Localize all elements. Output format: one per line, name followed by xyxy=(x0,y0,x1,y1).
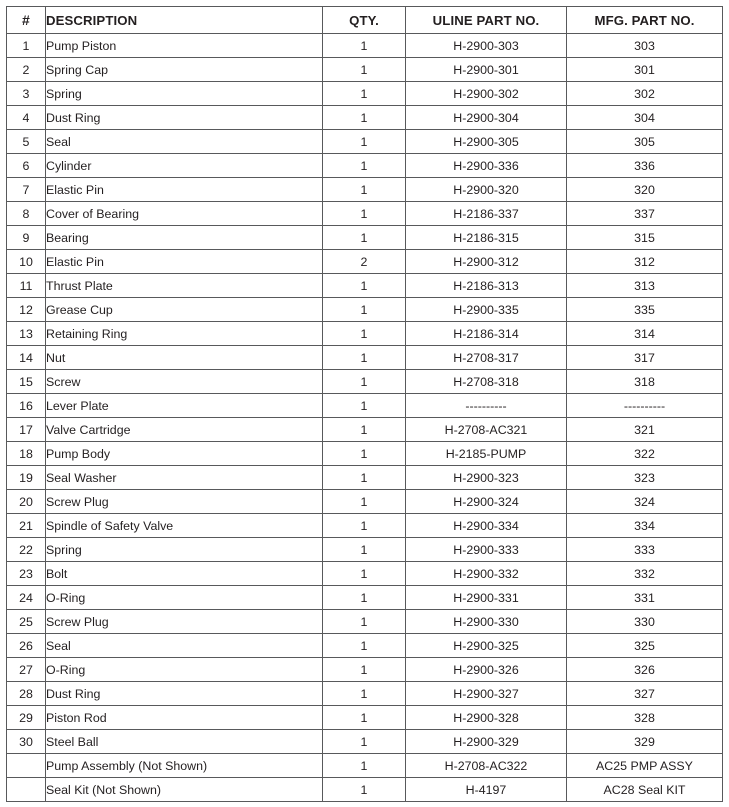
cell-item-number: 15 xyxy=(7,370,46,394)
cell-item-number: 26 xyxy=(7,634,46,658)
column-header-qty: QTY. xyxy=(323,7,406,34)
table-row xyxy=(7,82,723,106)
cell-qty: 1 xyxy=(323,154,406,178)
cell-uline-part-no: H-2900-327 xyxy=(406,682,567,706)
cell-qty: 1 xyxy=(323,58,406,82)
column-header-uline-part-no: ULINE PART NO. xyxy=(406,7,567,34)
cell-qty: 1 xyxy=(323,178,406,202)
cell-description: Cover of Bearing xyxy=(46,202,323,226)
cell-uline-part-no: H-2900-335 xyxy=(406,298,567,322)
cell-description: Bearing xyxy=(46,226,323,250)
column-header-description: DESCRIPTION xyxy=(46,7,323,34)
cell-mfg-part-no: 318 xyxy=(567,370,723,394)
cell-item-number: 5 xyxy=(7,130,46,154)
cell-uline-part-no: H-2900-332 xyxy=(406,562,567,586)
cell-mfg-part-no: 330 xyxy=(567,610,723,634)
cell-qty: 1 xyxy=(323,754,406,778)
cell-qty: 1 xyxy=(323,130,406,154)
cell-uline-part-no: H-2900-324 xyxy=(406,490,567,514)
cell-item-number: 2 xyxy=(7,58,46,82)
cell-qty: 1 xyxy=(323,202,406,226)
table-row xyxy=(7,466,723,490)
cell-description: Screw Plug xyxy=(46,610,323,634)
cell-mfg-part-no: 329 xyxy=(567,730,723,754)
cell-mfg-part-no: 320 xyxy=(567,178,723,202)
cell-description: Spring Cap xyxy=(46,58,323,82)
table-row xyxy=(7,586,723,610)
table-row xyxy=(7,322,723,346)
cell-qty: 1 xyxy=(323,514,406,538)
cell-mfg-part-no: 325 xyxy=(567,634,723,658)
cell-mfg-part-no: 304 xyxy=(567,106,723,130)
cell-qty: 1 xyxy=(323,682,406,706)
table-row xyxy=(7,130,723,154)
cell-mfg-part-no: 322 xyxy=(567,442,723,466)
cell-qty: 1 xyxy=(323,370,406,394)
cell-uline-part-no: H-2900-329 xyxy=(406,730,567,754)
cell-description: Seal xyxy=(46,130,323,154)
cell-uline-part-no: H-2900-334 xyxy=(406,514,567,538)
cell-mfg-part-no: 321 xyxy=(567,418,723,442)
table-row xyxy=(7,778,723,802)
cell-mfg-part-no: 324 xyxy=(567,490,723,514)
cell-description: Cylinder xyxy=(46,154,323,178)
cell-mfg-part-no: 328 xyxy=(567,706,723,730)
cell-uline-part-no: H-2186-313 xyxy=(406,274,567,298)
table-row xyxy=(7,634,723,658)
cell-description: Spring xyxy=(46,538,323,562)
cell-item-number: 9 xyxy=(7,226,46,250)
cell-uline-part-no: H-2900-333 xyxy=(406,538,567,562)
cell-qty: 1 xyxy=(323,346,406,370)
cell-qty: 1 xyxy=(323,586,406,610)
parts-list-table-container xyxy=(6,6,722,802)
cell-mfg-part-no: 317 xyxy=(567,346,723,370)
cell-description: Pump Body xyxy=(46,442,323,466)
table-row xyxy=(7,418,723,442)
cell-mfg-part-no: 313 xyxy=(567,274,723,298)
cell-mfg-part-no: 314 xyxy=(567,322,723,346)
cell-description: Piston Rod xyxy=(46,706,323,730)
cell-uline-part-no: H-2708-318 xyxy=(406,370,567,394)
table-row xyxy=(7,226,723,250)
cell-item-number: 6 xyxy=(7,154,46,178)
cell-qty: 1 xyxy=(323,418,406,442)
cell-mfg-part-no: 335 xyxy=(567,298,723,322)
column-header-number: # xyxy=(7,7,46,34)
cell-qty: 1 xyxy=(323,730,406,754)
cell-item-number: 11 xyxy=(7,274,46,298)
cell-item-number: 23 xyxy=(7,562,46,586)
cell-description: Valve Cartridge xyxy=(46,418,323,442)
cell-uline-part-no: H-4197 xyxy=(406,778,567,802)
cell-qty: 1 xyxy=(323,322,406,346)
cell-uline-part-no: H-2900-305 xyxy=(406,130,567,154)
cell-description: Spring xyxy=(46,82,323,106)
cell-uline-part-no: ---------- xyxy=(406,394,567,418)
cell-item-number: 17 xyxy=(7,418,46,442)
table-row xyxy=(7,34,723,58)
table-header-row xyxy=(7,7,723,34)
cell-item-number: 21 xyxy=(7,514,46,538)
cell-mfg-part-no: AC25 PMP ASSY xyxy=(567,754,723,778)
cell-mfg-part-no: 301 xyxy=(567,58,723,82)
cell-item-number: 22 xyxy=(7,538,46,562)
cell-description: O-Ring xyxy=(46,586,323,610)
cell-qty: 1 xyxy=(323,466,406,490)
cell-item-number: 25 xyxy=(7,610,46,634)
cell-item-number xyxy=(7,754,46,778)
cell-qty: 1 xyxy=(323,490,406,514)
cell-uline-part-no: H-2900-336 xyxy=(406,154,567,178)
cell-description: Elastic Pin xyxy=(46,178,323,202)
table-row xyxy=(7,538,723,562)
cell-qty: 1 xyxy=(323,226,406,250)
cell-description: Bolt xyxy=(46,562,323,586)
cell-description: Elastic Pin xyxy=(46,250,323,274)
cell-qty: 1 xyxy=(323,610,406,634)
table-row xyxy=(7,658,723,682)
table-row xyxy=(7,202,723,226)
cell-description: Lever Plate xyxy=(46,394,323,418)
table-row xyxy=(7,754,723,778)
table-row xyxy=(7,682,723,706)
cell-description: Retaining Ring xyxy=(46,322,323,346)
table-row xyxy=(7,154,723,178)
table-row xyxy=(7,562,723,586)
cell-uline-part-no: H-2186-314 xyxy=(406,322,567,346)
cell-uline-part-no: H-2186-315 xyxy=(406,226,567,250)
cell-mfg-part-no: 337 xyxy=(567,202,723,226)
cell-description: Dust Ring xyxy=(46,106,323,130)
cell-uline-part-no: H-2900-328 xyxy=(406,706,567,730)
cell-description: Pump Piston xyxy=(46,34,323,58)
cell-item-number: 1 xyxy=(7,34,46,58)
cell-qty: 1 xyxy=(323,298,406,322)
cell-description: Seal xyxy=(46,634,323,658)
cell-description: Seal Kit (Not Shown) xyxy=(46,778,323,802)
cell-mfg-part-no: 336 xyxy=(567,154,723,178)
cell-mfg-part-no: 305 xyxy=(567,130,723,154)
cell-mfg-part-no: 334 xyxy=(567,514,723,538)
cell-description: Screw xyxy=(46,370,323,394)
cell-qty: 1 xyxy=(323,106,406,130)
table-body xyxy=(7,34,723,802)
table-row xyxy=(7,106,723,130)
cell-description: Screw Plug xyxy=(46,490,323,514)
cell-item-number: 30 xyxy=(7,730,46,754)
cell-uline-part-no: H-2186-337 xyxy=(406,202,567,226)
cell-description: Seal Washer xyxy=(46,466,323,490)
cell-qty: 1 xyxy=(323,778,406,802)
cell-uline-part-no: H-2900-326 xyxy=(406,658,567,682)
cell-item-number: 4 xyxy=(7,106,46,130)
cell-qty: 1 xyxy=(323,706,406,730)
cell-uline-part-no: H-2185-PUMP xyxy=(406,442,567,466)
cell-mfg-part-no: 312 xyxy=(567,250,723,274)
cell-description: Grease Cup xyxy=(46,298,323,322)
cell-uline-part-no: H-2708-AC322 xyxy=(406,754,567,778)
cell-item-number: 8 xyxy=(7,202,46,226)
cell-uline-part-no: H-2900-325 xyxy=(406,634,567,658)
parts-list-table xyxy=(6,6,723,802)
table-header xyxy=(7,7,723,34)
cell-uline-part-no: H-2708-317 xyxy=(406,346,567,370)
cell-item-number: 28 xyxy=(7,682,46,706)
column-header-mfg-part-no: MFG. PART NO. xyxy=(567,7,723,34)
cell-item-number: 18 xyxy=(7,442,46,466)
cell-item-number: 29 xyxy=(7,706,46,730)
cell-mfg-part-no: 303 xyxy=(567,34,723,58)
table-row xyxy=(7,394,723,418)
cell-uline-part-no: H-2900-312 xyxy=(406,250,567,274)
cell-qty: 1 xyxy=(323,82,406,106)
cell-qty: 1 xyxy=(323,34,406,58)
table-row xyxy=(7,490,723,514)
cell-item-number: 3 xyxy=(7,82,46,106)
cell-mfg-part-no: 333 xyxy=(567,538,723,562)
cell-qty: 1 xyxy=(323,274,406,298)
cell-mfg-part-no: 323 xyxy=(567,466,723,490)
cell-qty: 1 xyxy=(323,562,406,586)
table-row xyxy=(7,610,723,634)
cell-item-number: 10 xyxy=(7,250,46,274)
cell-item-number: 13 xyxy=(7,322,46,346)
cell-qty: 1 xyxy=(323,538,406,562)
cell-description: Spindle of Safety Valve xyxy=(46,514,323,538)
table-row xyxy=(7,298,723,322)
cell-item-number: 14 xyxy=(7,346,46,370)
cell-description: Steel Ball xyxy=(46,730,323,754)
cell-mfg-part-no: ---------- xyxy=(567,394,723,418)
cell-description: Pump Assembly (Not Shown) xyxy=(46,754,323,778)
cell-item-number xyxy=(7,778,46,802)
table-row xyxy=(7,514,723,538)
table-row xyxy=(7,370,723,394)
cell-qty: 1 xyxy=(323,394,406,418)
cell-description: Dust Ring xyxy=(46,682,323,706)
cell-mfg-part-no: 331 xyxy=(567,586,723,610)
cell-qty: 1 xyxy=(323,442,406,466)
cell-item-number: 19 xyxy=(7,466,46,490)
cell-mfg-part-no: 332 xyxy=(567,562,723,586)
table-row xyxy=(7,58,723,82)
cell-uline-part-no: H-2900-323 xyxy=(406,466,567,490)
cell-mfg-part-no: AC28 Seal KIT xyxy=(567,778,723,802)
table-row xyxy=(7,274,723,298)
cell-mfg-part-no: 327 xyxy=(567,682,723,706)
cell-item-number: 7 xyxy=(7,178,46,202)
cell-uline-part-no: H-2900-320 xyxy=(406,178,567,202)
cell-item-number: 27 xyxy=(7,658,46,682)
cell-mfg-part-no: 315 xyxy=(567,226,723,250)
cell-qty: 1 xyxy=(323,658,406,682)
table-row xyxy=(7,250,723,274)
cell-uline-part-no: H-2900-304 xyxy=(406,106,567,130)
cell-uline-part-no: H-2900-330 xyxy=(406,610,567,634)
cell-mfg-part-no: 302 xyxy=(567,82,723,106)
table-row xyxy=(7,178,723,202)
cell-item-number: 16 xyxy=(7,394,46,418)
cell-qty: 2 xyxy=(323,250,406,274)
cell-uline-part-no: H-2900-303 xyxy=(406,34,567,58)
table-row xyxy=(7,730,723,754)
cell-uline-part-no: H-2900-301 xyxy=(406,58,567,82)
cell-mfg-part-no: 326 xyxy=(567,658,723,682)
cell-item-number: 24 xyxy=(7,586,46,610)
table-row xyxy=(7,346,723,370)
cell-uline-part-no: H-2900-302 xyxy=(406,82,567,106)
cell-description: Thrust Plate xyxy=(46,274,323,298)
cell-description: Nut xyxy=(46,346,323,370)
cell-qty: 1 xyxy=(323,634,406,658)
cell-item-number: 12 xyxy=(7,298,46,322)
cell-description: O-Ring xyxy=(46,658,323,682)
cell-item-number: 20 xyxy=(7,490,46,514)
cell-uline-part-no: H-2900-331 xyxy=(406,586,567,610)
table-row xyxy=(7,706,723,730)
table-row xyxy=(7,442,723,466)
cell-uline-part-no: H-2708-AC321 xyxy=(406,418,567,442)
